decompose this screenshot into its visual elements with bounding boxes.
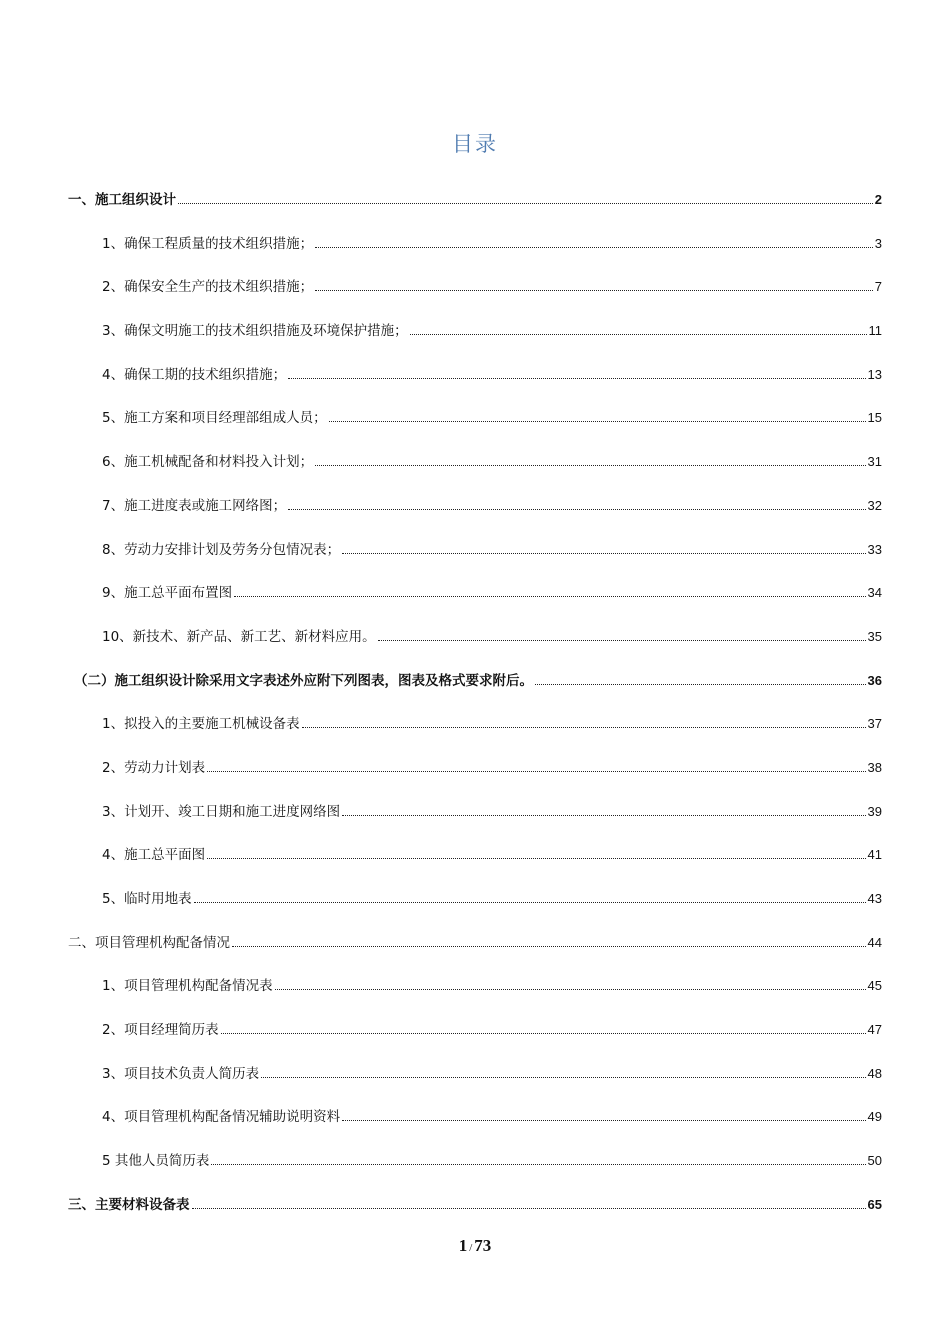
toc-entry[interactable]	[68, 579, 882, 623]
toc-dot-leader	[315, 246, 873, 248]
toc-dot-leader	[234, 595, 865, 597]
toc-entry[interactable]	[68, 536, 882, 580]
toc-entry-label: 7、施工进度表或施工网络图；	[102, 497, 287, 514]
toc-entry-label: 4、项目管理机构配备情况辅助说明资料	[102, 1109, 341, 1126]
toc-entry[interactable]	[68, 1147, 882, 1191]
toc-entry-page-number: 7	[874, 279, 882, 295]
toc-entry[interactable]	[68, 710, 882, 754]
toc-entry-label: 4、施工总平面图	[102, 847, 206, 864]
toc-entry[interactable]	[68, 1103, 882, 1147]
toc-entry[interactable]	[68, 1016, 882, 1060]
toc-entry-page-number: 11	[868, 323, 882, 339]
toc-dot-leader	[211, 1163, 865, 1165]
toc-dot-leader	[207, 857, 865, 859]
toc-entry-label: （二）施工组织设计除采用文字表述外应附下列图表，图表及格式要求附后。	[74, 672, 533, 689]
toc-dot-leader	[288, 508, 865, 510]
toc-entry-label: 4、确保工期的技术组织措施；	[102, 366, 287, 383]
toc-entry[interactable]	[68, 404, 882, 448]
toc-entry-label: 一、施工组织设计	[68, 192, 176, 208]
page-number	[0, 1236, 950, 1256]
toc-dot-leader	[288, 377, 865, 379]
toc-entry-page-number: 35	[867, 628, 882, 644]
toc-entry-label: 2、项目经理简历表	[102, 1022, 219, 1039]
toc-dot-leader	[178, 202, 873, 204]
toc-entry-page-number: 50	[867, 1153, 882, 1169]
toc-entry[interactable]	[68, 186, 882, 230]
toc-dot-leader	[535, 683, 866, 685]
toc-entry-label: 6、施工机械配备和材料投入计划；	[102, 454, 314, 471]
toc-entry-label: 5、施工方案和项目经理部组成人员；	[102, 410, 327, 427]
table-of-contents	[68, 186, 882, 1235]
toc-entry-label: 1、拟投入的主要施工机械设备表	[102, 716, 300, 733]
toc-dot-leader	[410, 333, 867, 335]
toc-entry[interactable]	[68, 885, 882, 929]
page-separator: /	[469, 1242, 473, 1254]
toc-entry-page-number: 48	[867, 1065, 882, 1081]
toc-dot-leader	[221, 1032, 866, 1034]
toc-entry-label: 1、确保工程质量的技术组织措施；	[102, 235, 314, 252]
toc-entry-page-number: 3	[874, 235, 882, 251]
toc-entry[interactable]	[68, 492, 882, 536]
toc-dot-leader	[207, 770, 865, 772]
toc-entry-label: 3、项目技术负责人简历表	[102, 1065, 260, 1082]
toc-dot-leader	[302, 726, 866, 728]
toc-entry-page-number: 39	[867, 803, 882, 819]
toc-entry-label: 三、主要材料设备表	[68, 1196, 190, 1213]
toc-entry-label: 10、新技术、新产品、新工艺、新材料应用。	[102, 628, 376, 645]
toc-dot-leader	[329, 420, 866, 422]
toc-entry-page-number: 45	[867, 978, 882, 994]
toc-entry-label: 9、施工总平面布置图	[102, 585, 233, 602]
toc-dot-leader	[342, 1119, 865, 1121]
toc-entry-label: 二、项目管理机构配备情况	[68, 934, 230, 951]
toc-entry-page-number: 65	[867, 1196, 882, 1212]
toc-dot-leader	[315, 464, 865, 466]
toc-entry-page-number: 32	[867, 497, 882, 513]
toc-entry-page-number: 49	[867, 1109, 882, 1125]
toc-entry[interactable]	[68, 1191, 882, 1235]
toc-entry[interactable]	[68, 361, 882, 405]
toc-dot-leader	[315, 289, 873, 291]
toc-entry[interactable]	[68, 972, 882, 1016]
toc-entry-page-number: 2	[874, 192, 882, 207]
toc-entry[interactable]	[68, 317, 882, 361]
toc-dot-leader	[342, 814, 865, 816]
toc-dot-leader	[342, 552, 865, 554]
total-pages: 73	[474, 1236, 492, 1255]
toc-entry-page-number: 38	[867, 759, 882, 775]
toc-entry-page-number: 34	[867, 585, 882, 601]
toc-entry[interactable]	[68, 798, 882, 842]
toc-entry-page-number: 44	[867, 934, 882, 950]
toc-entry-page-number: 15	[867, 410, 882, 426]
toc-entry-label: 3、计划开、竣工日期和施工进度网络图	[102, 803, 341, 820]
toc-entry-page-number: 43	[867, 891, 882, 906]
toc-entry[interactable]	[68, 230, 882, 274]
toc-entry-label: 1、项目管理机构配备情况表	[102, 978, 273, 995]
toc-entry-page-number: 37	[867, 716, 882, 732]
toc-entry-label: 3、确保文明施工的技术组织措施及环境保护措施；	[102, 323, 408, 340]
toc-entry[interactable]	[68, 623, 882, 667]
toc-dot-leader	[261, 1076, 865, 1078]
toc-entry-page-number: 41	[867, 847, 882, 863]
toc-dot-leader	[378, 639, 866, 641]
toc-dot-leader	[192, 1207, 866, 1209]
toc-entry-page-number: 36	[867, 672, 882, 688]
page-title: 目录	[452, 132, 498, 156]
toc-entry[interactable]	[68, 667, 882, 711]
toc-entry-page-number: 31	[867, 454, 882, 470]
toc-entry[interactable]	[68, 448, 882, 492]
toc-entry[interactable]	[68, 754, 882, 798]
toc-entry-label: 8、劳动力安排计划及劳务分包情况表；	[102, 541, 341, 558]
toc-entry-label: 5、临时用地表	[102, 891, 192, 907]
toc-entry[interactable]	[68, 1060, 882, 1104]
toc-entry[interactable]	[68, 929, 882, 973]
toc-dot-leader	[232, 945, 866, 947]
toc-dot-leader	[275, 988, 866, 990]
toc-entry-label: 2、劳动力计划表	[102, 759, 206, 776]
toc-entry[interactable]	[68, 841, 882, 885]
toc-entry-page-number: 47	[867, 1022, 882, 1038]
toc-entry-label: 5 其他人员简历表	[102, 1153, 210, 1170]
toc-dot-leader	[194, 901, 866, 903]
current-page-number: 1	[458, 1236, 468, 1255]
toc-entry-label: 2、确保安全生产的技术组织措施；	[102, 279, 314, 296]
toc-entry-page-number: 13	[867, 366, 882, 382]
toc-entry[interactable]	[68, 273, 882, 317]
toc-entry-page-number: 33	[867, 541, 882, 557]
